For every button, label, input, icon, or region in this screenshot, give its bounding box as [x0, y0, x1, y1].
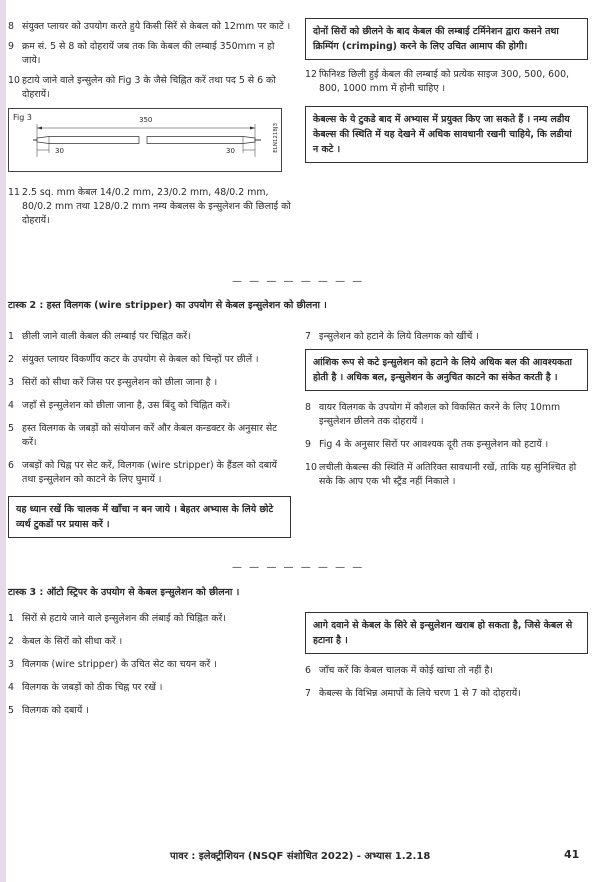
- list-item: 4 विलगक के जबड़ों को ठीक चिह्न पर रखें ।: [8, 682, 163, 693]
- list-item: 1 सिरों से हटाये जाने वाले इन्सुलेशन की लंबाई को चिह्नित करें।: [8, 613, 226, 624]
- list-item: 3 विलगक (wire stripper) के उचित सेट का चयन करें ।: [8, 659, 217, 670]
- list-item: 11 2.5 sq. mm केबल 14/0.2 mm, 23/0.2 mm, 48/0.2 mm, 80/0.2 mm तथा 128/0.2 mm नम्य केबलस के इन्सुलेशन की छिलाई को दोहरायें।: [8, 187, 291, 226]
- top-left-column: [8, 20, 291, 234]
- list-item: 9 Fig 4 के अनुसार सिरों पर आवश्यक दूरी तक इन्सुलेशन को हटायें ।: [305, 439, 549, 450]
- list-item: 7 केबल्स के विभिन्न अमापों के लिये चरण 1 से 7 को दोहरायें।: [305, 688, 521, 699]
- task-2-left-column: [8, 330, 291, 538]
- dim-right: 30: [226, 147, 235, 155]
- task-2-title: टास्क 2 : हस्त विलगक (wire stripper) का उपयोग से केबल इन्सुलेशन को छीलना ।: [8, 300, 327, 311]
- task-3-title: टास्क 3 : ऑटो स्ट्रिपर के उपयोग से केबल इन्सुलेशन को छीलना ।: [8, 587, 240, 598]
- page-number: 41: [564, 848, 580, 861]
- note-box: आंशिक रूप से कटे इन्सुलेशन को हटाने के लिये अधिक बल की आवश्यकता होती है । अधिक बल, इन्सुलेशन के अनुचित काटने का संकेत करती है ।: [305, 349, 588, 391]
- note-box: आगे दवाने से केबल के सिरे से इन्सुलेशन खराब हो सकता है, जिसे केबल से हटाना है ।: [305, 612, 588, 654]
- footer-title: पावर : इलेक्ट्रीशियन (NSQF संशोधित 2022) - अभ्यास 1.2.18: [170, 851, 431, 862]
- list-item: 5 विलगक को दबायें ।: [8, 705, 89, 716]
- separator: — — — — — — — —: [232, 276, 365, 287]
- list-item: 8 वायर विलगक के उपयोग में कौशल को विकसित करने के लिए 10mm इन्सुलेशन छीलने तक दोहरायें ।: [305, 402, 561, 427]
- list-item: 10 लचीली केबल्स की स्थिति में अतिरिक्त सावधानी रखें, ताकि यह सुनिश्चित हो सके कि आप एक भी स्ट्रैंड नहीं निकाले ।: [305, 462, 577, 487]
- list-item: 2 केबल के सिरों को सीधा करें ।: [8, 636, 123, 647]
- task-3-left-column: [8, 612, 291, 724]
- list-item: 4 जहाँ से इन्सुलेशन को छीला जाना है, उस बिंदु को चिह्नित करें।: [8, 400, 231, 411]
- top-right-column: [305, 18, 588, 163]
- list-item: 1 छीली जाने वाली केबल की लम्बाई पर चिह्नित करें।: [8, 331, 191, 342]
- list-item: 5 हस्त विलगक के जबड़ों को संयोजन करें और केबल कन्डक्टर के अनुसार सेट करें।: [8, 423, 277, 448]
- list-item: 3 सिरों को सीधा करें जिस पर इन्सुलेशन को छीला जाना है ।: [8, 377, 218, 388]
- figure-3: [8, 108, 282, 172]
- list-item: 2 संयुक्त प्लायर विकर्णीय कटर के उपयोग से केबल को चिन्हों पर छीलें ।: [8, 354, 259, 365]
- page-edge-strip: [0, 0, 6, 882]
- figure-label: Fig 3: [13, 113, 32, 122]
- list-item: 9 क्रम सं. 5 से 8 को दोहरायें जब तक कि केबल की लम्बाई 350mm न हो जाये।: [8, 41, 275, 66]
- figure-code: ELN1218J3: [273, 123, 279, 153]
- task-3-right-column: [305, 612, 588, 707]
- list-item: 10 हटाये जाने वाले इन्सुलेन को Fig 3 के जैसे चिह्नित करें तथा पद 5 से 6 को दोहरायें।: [8, 75, 276, 100]
- dim-total: 350: [139, 116, 153, 124]
- list-item: 8 संयुक्त प्लायर को उपयोग करते हुये किसी सिरें से केबल को 12mm पर काटें ।: [8, 21, 291, 32]
- list-item: 6 जाँच करें कि केबल चालक में कोई खांचा तो नहीं है।: [305, 665, 493, 676]
- list-item: 7 इन्सुलेशन को हटाने के लिये विलगक को खींचें ।: [305, 331, 479, 342]
- note-box: यह ध्यान रखें कि चालक में खाँचा न बन जाये । बेहतर अभ्यास के लिये छोटे व्यर्थ टुकडों पर प्रयास करें ।: [8, 496, 291, 538]
- separator: — — — — — — — —: [232, 562, 365, 573]
- list-item: 6 जबड़ों को चिह्न पर सेट करें, विलगक (wire stripper) के हैंडल को दबायें तथा इन्सुलेशन को काटने के लिए घुमायें ।: [8, 460, 277, 485]
- note-box: दोनों सिरों को छीलने के बाद केबल की लम्बाई टर्मिनेशन द्वारा कसने तथा क्रिम्पिंग (crimping) करने के लिए उचित आमाप की होगी।: [305, 18, 588, 60]
- note-box: केबल्स के ये टुकडे बाद में अभ्यास में प्रयुक्त किए जा सकते हैं । नम्य लडीय केबल्स की स्थिति में यह देखने में अधिक सावधानी रखनी चाहिये, कि लडीयां न कटे ।: [305, 106, 588, 163]
- task-2-right-column: [305, 330, 588, 495]
- list-item: 12 फिनिश्ड छिली हुई केबल की लम्बाई को प्रत्येक साइज 300, 500, 600, 800, 1000 mm में होनी चाहिए ।: [305, 69, 570, 94]
- dim-left: 30: [55, 147, 64, 155]
